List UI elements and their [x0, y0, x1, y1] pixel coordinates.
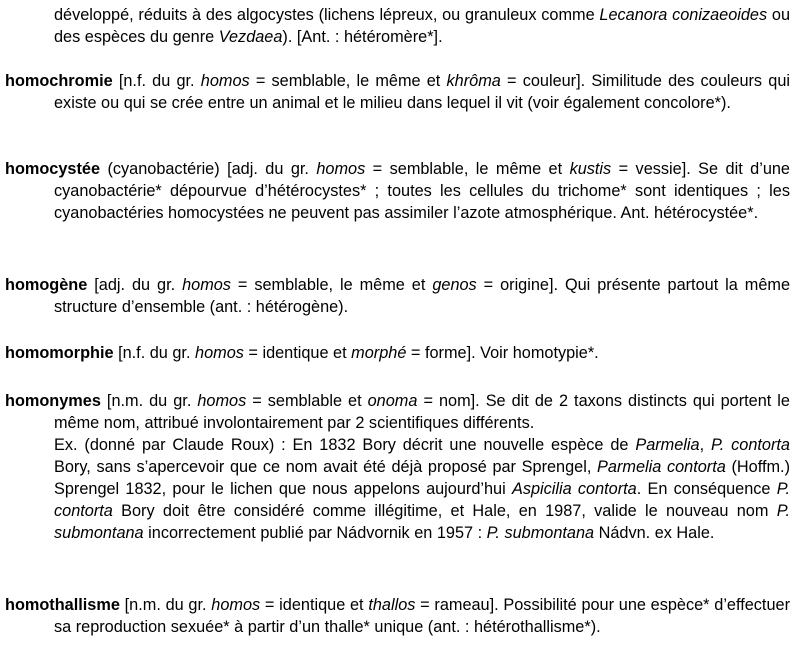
text-run: = semblable, le même et [249, 72, 447, 90]
entry-definition [54, 276, 790, 316]
text-run: = semblable, le même et [230, 276, 433, 294]
italic-term: homos [211, 596, 261, 614]
text-run: = rameau]. Possibilité pour une espèce* d’effectuer sa reproduction sexuée* à partir d’un thalle* unique (ant. : hétérothallisme*). [54, 596, 790, 636]
text-run: ou des espèces du genre [54, 6, 790, 46]
text-run: = semblable, le même et [365, 160, 570, 178]
italic-term: Aspicilia contorta [511, 480, 637, 498]
text-run: Bory doit être considéré comme illégitime, et Hale, en 1987, valide le nouveau nom [112, 502, 777, 520]
text-run: = nom]. Se dit de 2 taxons distincts qui portent le même nom, attribué involontairement par 2 scientifiques différents. [54, 392, 790, 432]
text-run: [n.f. du gr. [112, 72, 201, 90]
entry-text [5, 594, 790, 638]
text-run: , [699, 436, 711, 454]
italic-term: Vezdaea [218, 28, 283, 46]
text-run: (cyanobactérie) [adj. du gr. [100, 160, 317, 178]
italic-term: homos [195, 344, 244, 362]
text-run: . En conséquence [636, 480, 777, 498]
entry-headword: homothallisme [5, 596, 120, 614]
entry-homocystee [5, 158, 790, 224]
entry-text [5, 342, 790, 364]
text-run: = couleur]. Similitude des couleurs qui existe ou qui se crée entre un animal et le milieu dans lequel il vit (voir également concolore*). [54, 72, 790, 112]
text-run: (Hoffm.) Sprengel 1832, pour le lichen que nous appelons aujourd’hui [54, 458, 790, 498]
entry-text [5, 158, 790, 224]
entry-text [5, 70, 790, 114]
italic-term: P. submontana [486, 524, 595, 542]
entry-homogene [5, 274, 790, 318]
text-run: ). [Ant. : hétéromère*]. [282, 28, 443, 46]
italic-term: homos [197, 392, 247, 410]
text-run: Bory, sans s’apercevoir que ce nom avait été déjà proposé par Sprengel, [54, 458, 598, 476]
italic-term: Parmelia contorta [597, 458, 726, 476]
entry-headword: homochromie [5, 72, 113, 90]
entry-definition [114, 344, 599, 362]
italic-term: Parmelia [635, 436, 700, 454]
entry-homothallisme [5, 594, 790, 638]
italic-term: kustis [569, 160, 612, 178]
text-run: [adj. du gr. [87, 276, 183, 294]
italic-term: homos [182, 276, 231, 294]
italic-term: Lecanora conizaeoides [599, 6, 768, 24]
text-run: = identique et [243, 344, 352, 362]
text-run: Ex. (donné par Claude Roux) : En 1832 Bory décrit une nouvelle espèce de [54, 436, 636, 454]
text-run: Nádvn. ex Hale. [594, 524, 715, 542]
entry-homonymes [5, 390, 790, 544]
entry-definition [54, 392, 790, 432]
entry-continuation [5, 4, 790, 48]
entry-text [5, 274, 790, 318]
entry-example [5, 434, 790, 544]
text-run: = forme]. Voir homotypie*. [406, 344, 599, 362]
text-run: développé, réduits à des algocystes (lichens lépreux, ou granuleux comme [54, 6, 600, 24]
entry-homochromie [5, 70, 790, 114]
text-run: = identique et [260, 596, 369, 614]
text-run: = vessie]. Se dit d’une cyanobactérie* dépourvue d’hétérocystes* ; toutes les cellules du trichome* sont identiques ; les cyanobactéries homocystées ne peuvent pas assimiler l’azote atmosphérique. Ant. hétérocystée*. [54, 160, 790, 222]
entry-definition [54, 160, 790, 222]
text-run: [n.m. du gr. [119, 596, 212, 614]
text-run: = origine]. Qui présente partout la même structure d’ensemble (ant. : hétérogène). [54, 276, 790, 316]
text-run: = semblable et [246, 392, 368, 410]
italic-term: homos [316, 160, 366, 178]
italic-term: P. contorta [711, 436, 790, 454]
italic-term: homos [200, 72, 250, 90]
text-run: incorrectement publié par Nádvornik en 1957 : [143, 524, 487, 542]
entry-headword: homocystée [5, 160, 101, 178]
entry-definition [54, 72, 790, 112]
italic-term: morphé [351, 344, 407, 362]
italic-term: thallos [368, 596, 416, 614]
italic-term: onoma [367, 392, 418, 410]
italic-term: P. submontana [54, 502, 790, 542]
italic-term: genos [432, 276, 477, 294]
italic-term: P. contorta [54, 480, 791, 520]
text-run: [n.f. du gr. [113, 344, 196, 362]
entry-continuation-text [5, 4, 790, 48]
entry-text [5, 390, 790, 434]
entry-definition [54, 596, 790, 636]
text-run: [n.m. du gr. [100, 392, 198, 410]
entry-homomorphie [5, 342, 790, 364]
entry-headword: homonymes [5, 392, 101, 410]
entry-headword: homomorphie [5, 344, 114, 362]
entry-headword: homogène [5, 276, 88, 294]
italic-term: khrôma [446, 72, 501, 90]
